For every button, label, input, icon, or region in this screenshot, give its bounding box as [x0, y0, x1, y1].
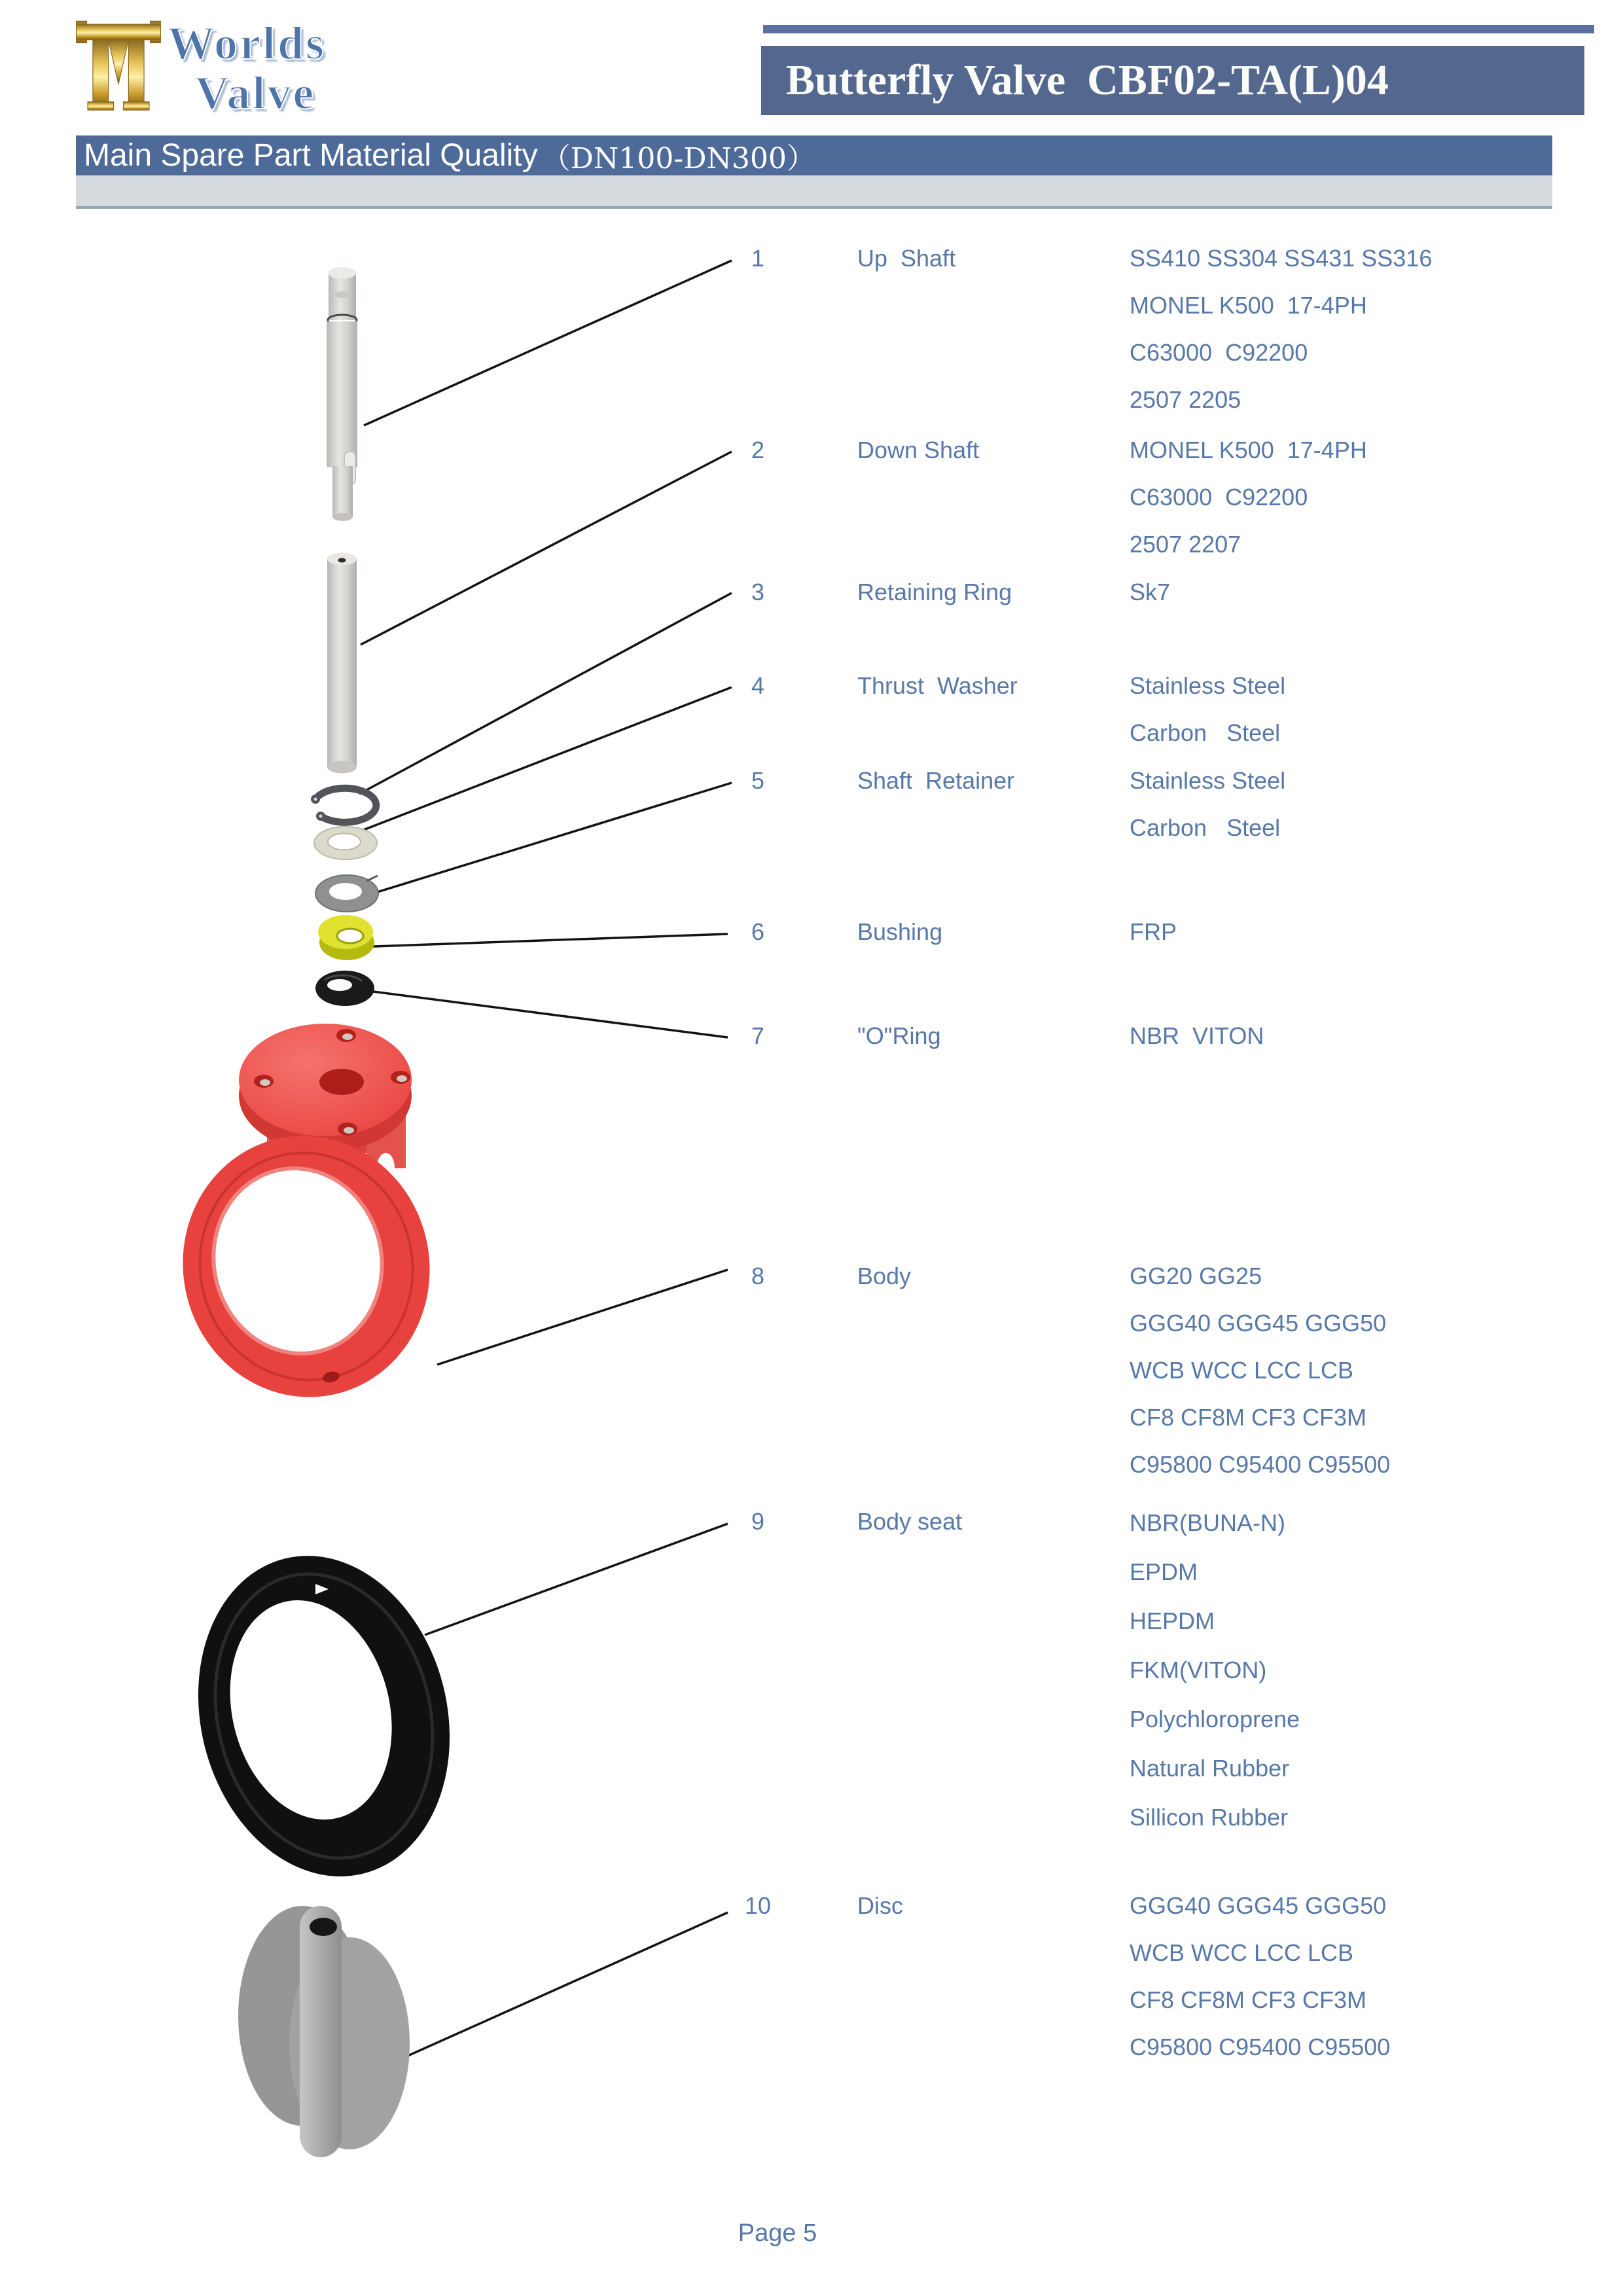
material-line: C95800 C95400 C95500	[1130, 2034, 1391, 2060]
part-number: 2	[751, 437, 765, 463]
part-number: 3	[751, 579, 765, 605]
leader-line-6	[355, 934, 728, 947]
part-number: 9	[751, 1508, 765, 1535]
leader-line-10	[363, 1912, 728, 2076]
material-line: GGG40 GGG45 GGG50	[1130, 1892, 1387, 1919]
part-materials	[1130, 427, 1367, 568]
part-materials	[1130, 235, 1432, 423]
material-line: MONEL K500 17-4PH	[1130, 292, 1367, 319]
part-name: "O"Ring	[857, 1022, 941, 1049]
leader-line-8	[437, 1270, 728, 1365]
leader-line-3	[359, 593, 732, 794]
material-line: Sillicon Rubber	[1130, 1803, 1289, 1831]
disc-part	[238, 1906, 410, 2157]
page-title: Butterfly Valve CBF02-TA(L)04	[786, 56, 1389, 104]
material-line: CF8 CF8M CF3 CF3M	[1130, 1404, 1367, 1431]
material-line: GG20 GG25	[1130, 1263, 1262, 1289]
material-line: Stainless Steel	[1130, 672, 1286, 699]
thrust-washer-part	[314, 827, 377, 859]
logo-line1: Worlds	[168, 17, 327, 69]
material-line: Sk7	[1130, 579, 1171, 605]
part-name: Shaft Retainer	[857, 767, 1015, 794]
o-ring-part	[315, 971, 374, 1006]
leader-line-9	[425, 1524, 728, 1635]
material-line: FRP	[1130, 918, 1177, 945]
material-line: EPDM	[1130, 1558, 1198, 1585]
part-materials	[1130, 908, 1177, 956]
part-number: 8	[751, 1263, 765, 1289]
part-materials	[1130, 1013, 1264, 1060]
material-line: WCB WCC LCC LCB	[1130, 1939, 1354, 1966]
part-number: 6	[751, 918, 765, 945]
part-name: Body	[857, 1263, 912, 1289]
material-line: NBR VITON	[1130, 1022, 1264, 1049]
body-part	[159, 1024, 454, 1420]
material-line: CF8 CF8M CF3 CF3M	[1130, 1986, 1367, 2013]
shaft-retainer-part	[315, 875, 378, 912]
material-line: MONEL K500 17-4PH	[1130, 437, 1367, 463]
part-name: Bushing	[857, 918, 943, 945]
leader-line-1	[364, 260, 732, 425]
material-line: FKM(VITON)	[1130, 1656, 1267, 1683]
bushing-part	[318, 915, 374, 960]
material-line: SS410 SS304 SS431 SS316	[1130, 245, 1433, 272]
logo-line2: Valve	[195, 67, 316, 119]
part-materials	[1130, 1253, 1390, 1488]
leader-line-7	[343, 988, 728, 1037]
page-number: Page 5	[738, 2219, 817, 2247]
part-name: Disc	[857, 1892, 903, 1919]
part-number: 1	[751, 245, 765, 272]
part-materials	[1130, 1498, 1300, 1842]
part-name: Up Shaft	[857, 245, 956, 272]
material-line: Carbon Steel	[1130, 719, 1281, 746]
material-line: GGG40 GGG45 GGG50	[1130, 1310, 1387, 1336]
material-line: 2507 2205	[1130, 386, 1241, 413]
part-number: 7	[751, 1022, 765, 1049]
material-line: C63000 C92200	[1130, 484, 1308, 511]
part-materials	[1130, 757, 1285, 852]
part-materials	[1130, 569, 1170, 616]
body-seat-part	[166, 1529, 483, 1903]
material-line: HEPDM	[1130, 1607, 1215, 1634]
part-name: Thrust Washer	[857, 672, 1018, 699]
part-number: 4	[751, 672, 765, 699]
part-number: 10	[744, 1892, 772, 1919]
material-line: WCB WCC LCC LCB	[1130, 1357, 1354, 1384]
section-title: Main Spare Part Material Quality	[84, 138, 538, 173]
part-name: Retaining Ring	[857, 579, 1012, 605]
up-shaft-part	[327, 267, 357, 521]
leader-line-4	[345, 687, 732, 837]
material-line: Stainless Steel	[1130, 767, 1286, 794]
section-size-range: （DN100-DN300）	[541, 141, 815, 175]
part-materials	[1130, 662, 1285, 757]
part-number: 5	[751, 767, 765, 794]
material-line: Natural Rubber	[1130, 1754, 1290, 1782]
material-line: Polychloroprene	[1130, 1705, 1300, 1732]
leader-line-5	[348, 783, 732, 901]
part-name: Body seat	[857, 1508, 963, 1535]
material-line: Carbon Steel	[1130, 814, 1281, 841]
material-line: NBR(BUNA-N)	[1130, 1509, 1285, 1536]
part-materials	[1130, 1882, 1390, 2071]
material-line: C63000 C92200	[1130, 339, 1308, 366]
down-shaft-part	[327, 553, 357, 774]
material-line: 2507 2207	[1130, 531, 1241, 558]
material-line: C95800 C95400 C95500	[1130, 1451, 1391, 1478]
leader-line-2	[361, 452, 732, 645]
retaining-ring-part	[311, 788, 376, 822]
part-name: Down Shaft	[857, 437, 980, 463]
